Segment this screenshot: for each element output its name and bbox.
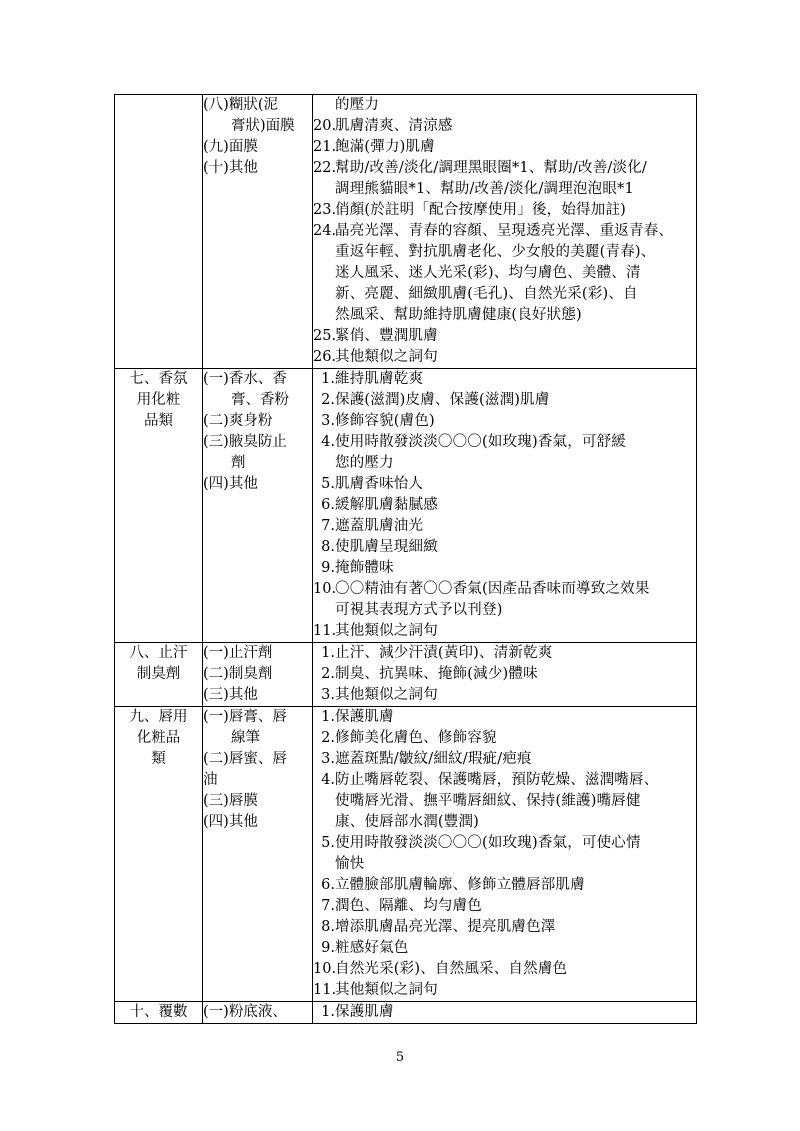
claim-item <box>313 896 696 917</box>
claim-text-line: 止汗、減少汗漬(黃印)、清新乾爽 <box>335 645 553 661</box>
claim-text <box>335 221 696 326</box>
claim-number: 4. <box>321 434 335 450</box>
product-type-item: 線筆 <box>231 730 260 746</box>
product-type-item: (二)唇蜜、唇 <box>203 751 287 767</box>
claim-text-line: 制臭、抗異味、掩飾(減少)體味 <box>335 666 538 682</box>
category-label: 八、止汗 <box>129 645 188 661</box>
claim-number: 1. <box>321 645 335 661</box>
claim-text-line: 遮蓋斑點/皺紋/細紋/瑕疵/疤痕 <box>335 751 532 767</box>
claim-text-line: 修飾美化膚色、修飾容貌 <box>335 730 497 746</box>
claim-text-line: 粧感好氣色 <box>335 940 409 956</box>
claim-number: 1. <box>321 371 335 387</box>
product-type-item: (三)其他 <box>203 687 258 703</box>
category-label: 品類 <box>144 413 173 429</box>
product-type-item: (四)其他 <box>203 814 258 830</box>
category-label: 十、覆數 <box>129 1004 188 1020</box>
claim-text-line: 立體臉部肌膚輪廓、修飾立體唇部肌膚 <box>335 877 585 893</box>
product-type-item: (八)糊狀(泥 <box>203 97 278 113</box>
product-type-item: (一)粉底液、 <box>203 1004 287 1020</box>
claims-cell <box>313 95 697 369</box>
claim-number: 10. <box>313 961 337 977</box>
page-number: 5 <box>395 1050 405 1065</box>
product-type-cell <box>203 707 313 1002</box>
claim-text-line: 緩解肌膚黏膩感 <box>335 497 438 513</box>
claim-text-line: 遮蓋肌膚油光 <box>335 518 424 534</box>
product-type-item: (一)唇膏、唇 <box>203 709 287 725</box>
product-type-item: (一)止汗劑 <box>203 645 273 661</box>
claim-text-line: 使肌膚呈現細緻 <box>335 539 438 555</box>
claim-text <box>335 770 696 833</box>
claim-number: 9. <box>321 940 335 956</box>
claim-text-line: 飽滿(彈力)肌膚 <box>335 139 435 155</box>
claims-cell <box>313 369 697 643</box>
claim-item <box>313 959 696 980</box>
claim-text <box>335 158 696 200</box>
product-type-item: (三)腋臭防止 <box>203 434 287 450</box>
claim-item <box>313 158 696 200</box>
claim-number: 24. <box>313 223 337 239</box>
claim-number: 26. <box>313 349 337 365</box>
claim-text <box>335 347 696 368</box>
claim-item <box>313 116 696 137</box>
claim-number: 2. <box>321 730 335 746</box>
claim-number: 1. <box>321 709 335 725</box>
claim-text-line: 肌膚香味怡人 <box>335 476 424 492</box>
claim-item <box>313 558 696 579</box>
claim-number: 3. <box>321 413 335 429</box>
claim-item <box>313 221 696 326</box>
claim-text <box>335 537 696 558</box>
claim-text <box>335 137 696 158</box>
claim-item <box>313 664 696 685</box>
claim-text-line: 保護肌膚 <box>335 709 394 725</box>
claim-text <box>335 200 696 221</box>
claim-number: 20. <box>313 118 337 134</box>
claim-text-line: 其他類似之詞句 <box>335 982 438 998</box>
claim-item <box>313 749 696 770</box>
claim-text-line: 其他類似之詞句 <box>335 349 438 365</box>
claim-item <box>313 537 696 558</box>
claim-number: 2. <box>321 392 335 408</box>
claim-item <box>313 980 696 1001</box>
claim-item <box>313 917 696 938</box>
claim-text-line: 然風采、幫助維持肌膚健康(良好狀態) <box>335 307 582 323</box>
claim-number: 7. <box>321 518 335 534</box>
claim-number: 5. <box>321 835 335 851</box>
claim-text-line: 可視其表現方式予以刊登) <box>335 602 503 618</box>
claim-item <box>313 707 696 728</box>
claim-item <box>313 411 696 432</box>
claim-text-line: 〇〇精油有著〇〇香氣(因產品香味而導致之效果 <box>335 581 650 597</box>
claim-text-line: 使嘴唇光滑、撫平嘴唇細紋、保持(維護)嘴唇健 <box>335 793 641 809</box>
claim-text <box>335 749 696 770</box>
claim-number: 4. <box>321 772 335 788</box>
claim-number: 23. <box>313 202 337 218</box>
claim-item <box>313 432 696 474</box>
claim-text-line: 維持肌膚乾爽 <box>335 371 424 387</box>
claim-text <box>335 326 696 347</box>
claim-text-line: 晶亮光澤、青春的容顏、呈現透亮光澤、重返青春、 <box>335 223 674 239</box>
claim-text-line: 調理熊貓眼*1、幫助/改善/淡化/調理泡泡眼*1 <box>335 181 634 197</box>
claim-number: 25. <box>313 328 337 344</box>
claim-text <box>335 432 696 474</box>
table-row <box>115 1002 697 1024</box>
table-row <box>115 95 697 369</box>
claim-text-line: 潤色、隔離、均勻膚色 <box>335 898 482 914</box>
claim-item <box>313 1002 696 1023</box>
claim-item <box>313 579 696 621</box>
claims-cell <box>313 1002 697 1024</box>
claim-number: 9. <box>321 560 335 576</box>
claim-item <box>313 390 696 411</box>
claim-text <box>335 938 696 959</box>
claim-number: 8. <box>321 919 335 935</box>
claim-item <box>313 137 696 158</box>
claim-text <box>335 579 696 621</box>
claim-text <box>335 980 696 1001</box>
claim-text <box>335 917 696 938</box>
claim-text <box>335 495 696 516</box>
claim-text <box>335 643 696 664</box>
claim-text <box>335 833 696 875</box>
claim-text-line: 新、亮麗、細緻肌膚(毛孔)、自然光采(彩)、自 <box>335 286 638 302</box>
claim-item <box>313 516 696 537</box>
claim-text <box>335 875 696 896</box>
claim-number: 2. <box>321 666 335 682</box>
claim-text <box>335 369 696 390</box>
claim-number: 11. <box>313 982 337 998</box>
claim-item <box>313 643 696 664</box>
claim-text-line: 康、使唇部水潤(豐潤) <box>335 814 480 830</box>
claim-item <box>313 369 696 390</box>
claim-number: 3. <box>321 751 335 767</box>
category-label: 制臭劑 <box>136 666 181 682</box>
product-type-item: (三)唇膜 <box>203 793 258 809</box>
claim-text-line: 掩飾體味 <box>335 560 394 576</box>
claim-text-line: 的壓力 <box>335 97 380 113</box>
product-type-item: 油 <box>203 772 218 788</box>
product-type-item: (二)制臭劑 <box>203 666 273 682</box>
claim-item <box>313 495 696 516</box>
claim-text <box>335 474 696 495</box>
category-cell <box>115 369 203 643</box>
claim-text-line: 其他類似之詞句 <box>335 687 438 703</box>
claim-text-line: 肌膚清爽、清涼感 <box>335 118 453 134</box>
claim-item <box>313 95 696 116</box>
claim-item <box>313 326 696 347</box>
claim-text-line: 增添肌膚晶亮光澤、提亮肌膚色澤 <box>335 919 556 935</box>
claim-text-line: 防止嘴唇乾裂、保護嘴唇，預防乾燥、滋潤嘴唇、 <box>335 772 659 788</box>
claim-number: 22. <box>313 160 337 176</box>
claim-text-line: 使用時散發淡淡〇〇〇(如玫瑰)香氣，可舒緩 <box>335 434 627 450</box>
claim-number: 3. <box>321 687 335 703</box>
product-type-item: (四)其他 <box>203 476 258 492</box>
claim-text-line: 俏顏(於註明「配合按摩使用」後，始得加註) <box>335 202 627 218</box>
claim-item <box>313 685 696 706</box>
claim-number: 5. <box>321 476 335 492</box>
claim-number <box>313 95 335 116</box>
claim-text <box>335 1002 696 1023</box>
claim-item <box>313 347 696 368</box>
category-cell <box>115 95 203 369</box>
product-type-item: 劑 <box>231 455 246 471</box>
claim-text <box>335 685 696 706</box>
claim-text-line: 迷人風采、迷人光采(彩)、均勻膚色、美體、清 <box>335 265 641 281</box>
claim-text-line: 自然光采(彩)、自然風采、自然膚色 <box>335 961 568 977</box>
claim-item <box>313 728 696 749</box>
claim-number: 8. <box>321 539 335 555</box>
claim-item <box>313 200 696 221</box>
claim-text <box>335 664 696 685</box>
product-type-cell <box>203 1002 313 1024</box>
table-row <box>115 643 697 707</box>
claim-text <box>335 959 696 980</box>
claim-text-line: 其他類似之詞句 <box>335 623 438 639</box>
claim-text <box>335 95 696 116</box>
category-label: 九、唇用 <box>129 709 188 725</box>
claim-text <box>335 896 696 917</box>
product-type-item: (九)面膜 <box>203 139 258 155</box>
claim-text <box>335 707 696 728</box>
category-cell <box>115 643 203 707</box>
claim-number: 6. <box>321 497 335 513</box>
claim-number: 10. <box>313 581 337 597</box>
product-type-cell <box>203 369 313 643</box>
cosmetics-claims-table <box>114 94 697 1024</box>
table-row <box>115 369 697 643</box>
claim-number: 6. <box>321 877 335 893</box>
product-type-cell <box>203 643 313 707</box>
claim-text-line: 重返年輕、對抗肌膚老化、少女般的美麗(青春)、 <box>335 244 656 260</box>
claim-text <box>335 558 696 579</box>
claim-text <box>335 390 696 411</box>
claim-text <box>335 516 696 537</box>
category-cell <box>115 1002 203 1024</box>
claim-text-line: 使用時散發淡淡〇〇〇(如玫瑰)香氣，可使心情 <box>335 835 641 851</box>
claim-text-line: 您的壓力 <box>335 455 394 471</box>
claims-cell <box>313 643 697 707</box>
category-label: 七、香氛 <box>129 371 188 387</box>
claim-number: 1. <box>321 1004 335 1020</box>
product-type-item: (一)香水、香 <box>203 371 287 387</box>
table-row <box>115 707 697 1002</box>
product-type-cell <box>203 95 313 369</box>
claims-cell <box>313 707 697 1002</box>
claim-item <box>313 875 696 896</box>
category-label: 用化粧 <box>136 392 181 408</box>
claim-item <box>313 938 696 959</box>
claim-text-line: 修飾容貌(膚色) <box>335 413 435 429</box>
claim-text-line: 愉快 <box>335 856 365 872</box>
claim-item <box>313 770 696 833</box>
product-type-item: 膏、香粉 <box>231 392 289 408</box>
claim-number: 21. <box>313 139 337 155</box>
claim-text <box>335 621 696 642</box>
category-cell <box>115 707 203 1002</box>
claim-text-line: 緊俏、豐潤肌膚 <box>335 328 438 344</box>
product-type-item: (二)爽身粉 <box>203 413 273 429</box>
claim-item <box>313 474 696 495</box>
claim-text-line: 幫助/改善/淡化/調理黑眼圈*1、幫助/改善/淡化/ <box>335 160 647 176</box>
category-label: 化粧品 <box>136 730 181 746</box>
claim-item <box>313 833 696 875</box>
claim-text-line: 保護肌膚 <box>335 1004 394 1020</box>
claim-text-line: 保護(滋潤)皮膚、保護(滋潤)肌膚 <box>335 392 550 408</box>
product-type-item: 膏狀)面膜 <box>231 118 295 134</box>
category-label: 類 <box>151 751 166 767</box>
claim-number: 11. <box>313 623 337 639</box>
claim-number: 7. <box>321 898 335 914</box>
claim-text <box>335 116 696 137</box>
claim-text <box>335 728 696 749</box>
claim-item <box>313 621 696 642</box>
product-type-item: (十)其他 <box>203 160 258 176</box>
claim-text <box>335 411 696 432</box>
